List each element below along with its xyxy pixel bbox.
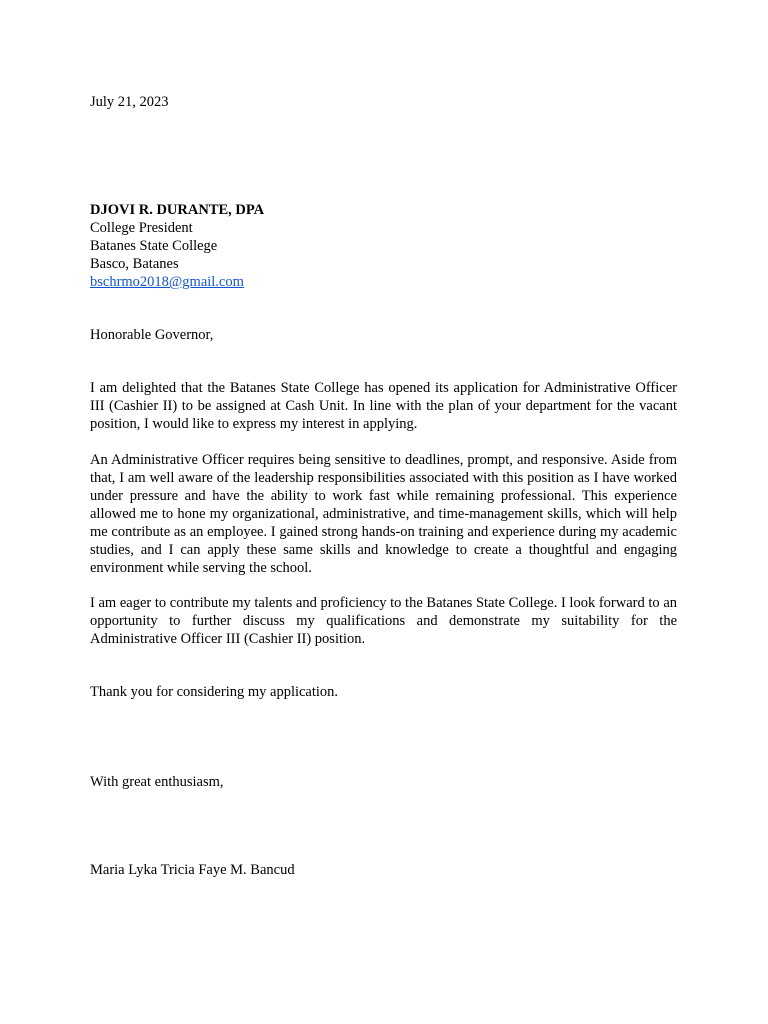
signature-text: Maria Lyka Tricia Faye M. Bancud (90, 862, 295, 878)
letter-date (90, 93, 677, 111)
closing-line (90, 773, 677, 791)
thanks-line (90, 683, 677, 701)
recipient-email-link[interactable]: bschrmo2018@gmail.com (90, 274, 244, 290)
recipient-name: DJOVI R. DURANTE, DPA (90, 202, 265, 218)
body-paragraph-1: I am delighted that the Batanes State College has opened its application for Administrative Officer III (Cashier II) to be assigned at Cash Unit. In line with the plan of your department for the vacant position, I would like to express my interest in applying. (90, 380, 677, 432)
signature-name (90, 861, 677, 879)
body-paragraph-2: An Administrative Officer requires being sensitive to deadlines, prompt, and responsive. Aside from that, I am well aware of the leadership responsibilities associated with this position as I have worked under pressure and have the ability to work fast while remaining professional. This experience allowed me to hone my organizational, administrative, and time-management skills, which will help me contribute as an employee. I gained strong hands-on training and experience during my academic studies, and I can apply these same skills and knowledge to create a thoughtful and engaging environment while serving the school. (90, 452, 677, 576)
recipient-title: College President (90, 220, 193, 236)
recipient-location: Basco, Batanes (90, 256, 179, 272)
salutation (90, 326, 677, 344)
recipient-address-block (90, 201, 677, 291)
body-paragraph-3: I am eager to contribute my talents and proficiency to the Batanes State College. I look forward to an opportunity to further discuss my qualifications and demonstrate my suitability for the Administrative Officer III (Cashier II) position. (90, 595, 677, 647)
salutation-text: Honorable Governor, (90, 327, 214, 343)
recipient-institution: Batanes State College (90, 238, 218, 254)
thanks-text: Thank you for considering my application. (90, 684, 339, 700)
closing-text: With great enthusiasm, (90, 774, 224, 790)
date-text: July 21, 2023 (90, 94, 169, 110)
